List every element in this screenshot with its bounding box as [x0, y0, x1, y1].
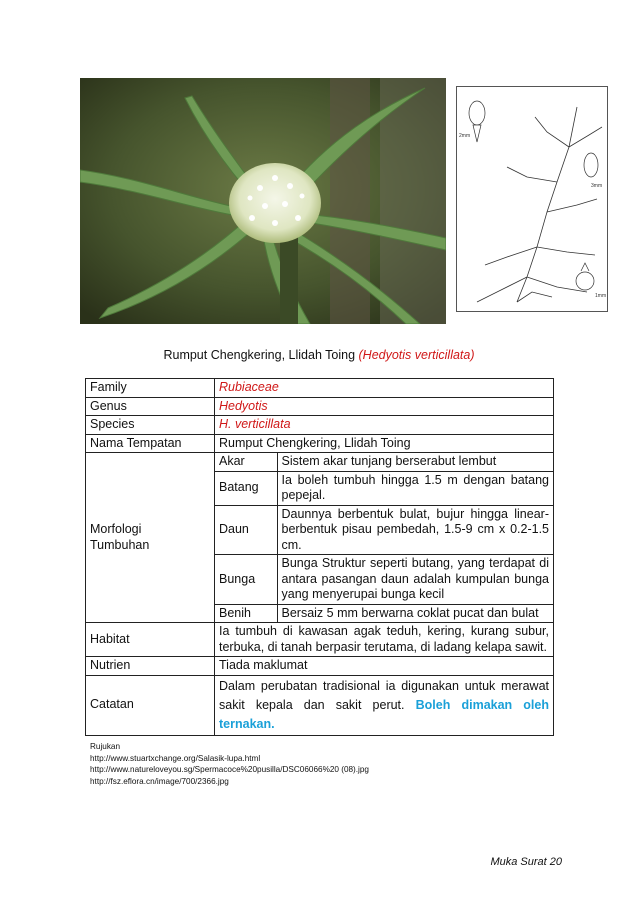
row-local-name	[86, 434, 554, 453]
morph-desc: Bunga Struktur seperti butang, yang terdapat di antara pasangan daun adalah kumpulan bunga yang menyerupai bunga kecil	[277, 555, 553, 605]
morph-desc: Bersaiz 5 mm berwarna coklat pucat dan bulat	[277, 604, 553, 622]
morph-row-bunga	[215, 555, 553, 605]
scale-label-1: 2mm	[459, 133, 471, 139]
row-notes	[86, 675, 554, 735]
caption-scientific-name: (Hedyotis verticillata)	[358, 348, 475, 362]
family-label: Family	[86, 379, 215, 398]
scale-label-2: 3mm	[591, 183, 603, 189]
row-family	[86, 379, 554, 398]
reference-link[interactable]: http://fsz.eflora.cn/image/700/2366.jpg	[90, 776, 229, 786]
genus-value: Hedyotis	[215, 397, 554, 416]
morph-row-akar	[215, 453, 553, 471]
references	[90, 741, 369, 787]
row-species	[86, 416, 554, 435]
morph-part: Benih	[215, 604, 277, 622]
habitat-value: Ia tumbuh di kawasan agak teduh, kering, kurang subur, terbuka, di tanah berpasir terutama, di ladang kelapa sawit.	[215, 623, 554, 657]
morph-part: Daun	[215, 505, 277, 555]
nutrient-value: Tiada maklumat	[215, 657, 554, 676]
botanical-drawing	[456, 86, 608, 312]
row-genus	[86, 397, 554, 416]
figure-caption	[0, 348, 638, 362]
species-value: H. verticillata	[215, 416, 554, 435]
morphology-label	[86, 453, 215, 623]
morph-desc: Ia boleh tumbuh hingga 1.5 m dengan batang pepejal.	[277, 471, 553, 505]
habitat-label: Habitat	[86, 623, 215, 657]
genus-label: Genus	[86, 397, 215, 416]
morph-desc: Daunnya berbentuk bulat, bujur hingga linear-berbentuk pisau pembedah, 1.5-9 cm x 0.2-1.5 cm.	[277, 505, 553, 555]
notes-text: Dalam perubatan tradisional ia digunakan untuk merawat sakit kepala dan sakit perut.	[219, 678, 549, 712]
family-value: Rubiaceae	[215, 379, 554, 398]
plant-photo	[80, 78, 446, 324]
scale-label-3: 1mm	[595, 293, 607, 299]
morph-part: Akar	[215, 453, 277, 471]
row-morphology	[86, 453, 554, 623]
morph-row-batang	[215, 471, 553, 505]
references-title: Rujukan	[90, 742, 121, 751]
morphology-label-line1: Morfologi	[90, 522, 142, 536]
reference-link[interactable]: http://www.natureloveyou.sg/Spermacoce%20pusilla/DSC06066%20 (08).jpg	[90, 765, 369, 774]
morphology-subtable	[215, 453, 553, 622]
morphology-label-line2: Tumbuhan	[90, 537, 150, 552]
nutrient-label: Nutrien	[86, 657, 215, 676]
row-habitat	[86, 623, 554, 657]
page-number: Muka Surat 20	[490, 856, 562, 868]
local-name-label: Nama Tempatan	[86, 434, 215, 453]
notes-value	[215, 675, 554, 735]
morph-row-daun	[215, 505, 553, 555]
row-nutrient	[86, 657, 554, 676]
notes-label: Catatan	[86, 675, 215, 735]
morph-part: Batang	[215, 471, 277, 505]
morph-desc: Sistem akar tunjang berserabut lembut	[277, 453, 553, 471]
morphology-cell	[215, 453, 554, 623]
reference-link[interactable]: http://www.stuartxchange.org/Salasik-lupa.html	[90, 753, 261, 763]
morph-row-benih	[215, 604, 553, 622]
species-label: Species	[86, 416, 215, 435]
notes-highlight: Boleh dimakan oleh ternakan.	[219, 697, 549, 731]
caption-common-name: Rumput Chengkering, Llidah Toing	[163, 348, 356, 362]
morph-part: Bunga	[215, 555, 277, 605]
local-name-value: Rumput Chengkering, Llidah Toing	[215, 434, 554, 453]
plant-info-table	[85, 378, 554, 736]
